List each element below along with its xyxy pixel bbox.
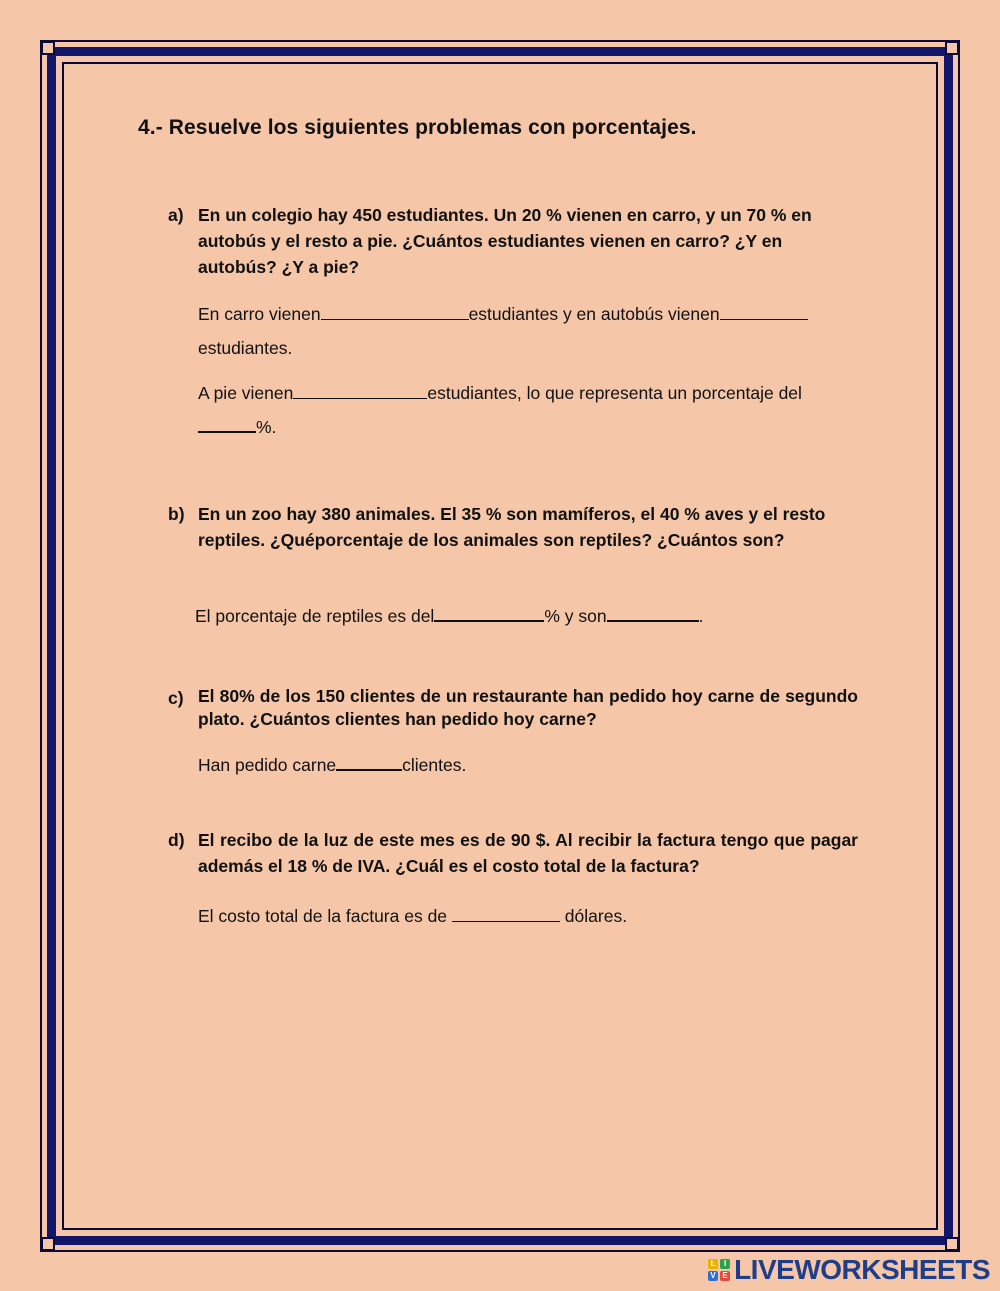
question-letter: c) xyxy=(168,688,184,708)
frame-corner-top-left xyxy=(41,41,55,55)
logo-grid-cell: I xyxy=(720,1259,730,1269)
question-c xyxy=(168,685,858,731)
answer-b xyxy=(195,599,703,633)
answer-text: El porcentaje de reptiles es del xyxy=(195,606,435,626)
question-text: El recibo de la luz de este mes es de 90 $. Al recibir la factura tengo que pagar además el 18 % de IVA. ¿Cuál es el costo total de la factura? xyxy=(198,830,858,876)
answer-blank-carro[interactable] xyxy=(321,301,469,320)
answer-text: estudiantes. xyxy=(198,338,293,358)
answer-text: . xyxy=(698,606,704,626)
question-a xyxy=(168,202,858,280)
answer-a-line2 xyxy=(198,331,292,365)
worksheet-heading: 4.- Resuelve los siguientes problemas con porcentajes. xyxy=(138,116,697,139)
answer-text: El costo total de la factura es de xyxy=(198,906,448,926)
liveworksheets-logo xyxy=(708,1255,990,1285)
frame-corner-bottom-left xyxy=(41,1237,55,1251)
answer-blank-pie[interactable] xyxy=(293,380,427,399)
frame-corner-top-right xyxy=(945,41,959,55)
answer-text: A pie vienen xyxy=(198,383,294,403)
answer-text: estudiantes, lo que representa un porcentaje del xyxy=(427,383,802,403)
logo-grid-cell: L xyxy=(708,1259,718,1269)
answer-text: clientes. xyxy=(402,755,467,775)
answer-blank-porcentaje[interactable] xyxy=(198,413,256,433)
logo-grid-cell: V xyxy=(708,1271,718,1281)
question-d xyxy=(168,827,858,879)
question-letter: d) xyxy=(168,830,185,850)
answer-text: estudiantes y en autobús vienen xyxy=(468,304,720,324)
question-letter: b) xyxy=(168,504,185,524)
answer-blank-clientes[interactable] xyxy=(336,751,402,771)
logo-grid-cell: E xyxy=(720,1271,730,1281)
answer-a-line3 xyxy=(198,376,802,410)
answer-d xyxy=(198,899,627,933)
answer-blank-costo-total[interactable] xyxy=(452,903,560,922)
answer-text: Han pedido carne xyxy=(198,755,337,775)
answer-a-line1 xyxy=(198,297,808,331)
answer-text: En carro vienen xyxy=(198,304,321,324)
frame-corner-bottom-right xyxy=(945,1237,959,1251)
answer-a-line4 xyxy=(198,410,276,444)
answer-c xyxy=(198,748,466,782)
answer-blank-reptiles[interactable] xyxy=(607,602,699,622)
logo-text: LIVEWORKSHEETS xyxy=(734,1254,990,1285)
question-text: En un colegio hay 450 estudiantes. Un 20 % vienen en carro, y un 70 % en autobús y el resto a pie. ¿Cuántos estudiantes vienen en carro? ¿Y en autobús? ¿Y a pie? xyxy=(198,205,812,277)
answer-text: %. xyxy=(256,417,277,437)
answer-blank-porcentaje-reptiles[interactable] xyxy=(434,602,544,622)
question-text: En un zoo hay 380 animales. El 35 % son mamíferos, el 40 % aves y el resto reptiles. ¿Quéporcentaje de los animales son reptiles? ¿Cuántos son? xyxy=(198,504,826,550)
answer-text: % y son xyxy=(544,606,607,626)
answer-text: dólares. xyxy=(564,906,628,926)
question-text: El 80% de los 150 clientes de un restaurante han pedido hoy carne de segundo plato. ¿Cuántos clientes han pedido hoy carne? xyxy=(198,686,858,729)
answer-blank-autobus[interactable] xyxy=(720,301,808,320)
question-b xyxy=(168,501,858,553)
question-letter: a) xyxy=(168,205,184,225)
logo-grid-icon xyxy=(708,1259,730,1281)
